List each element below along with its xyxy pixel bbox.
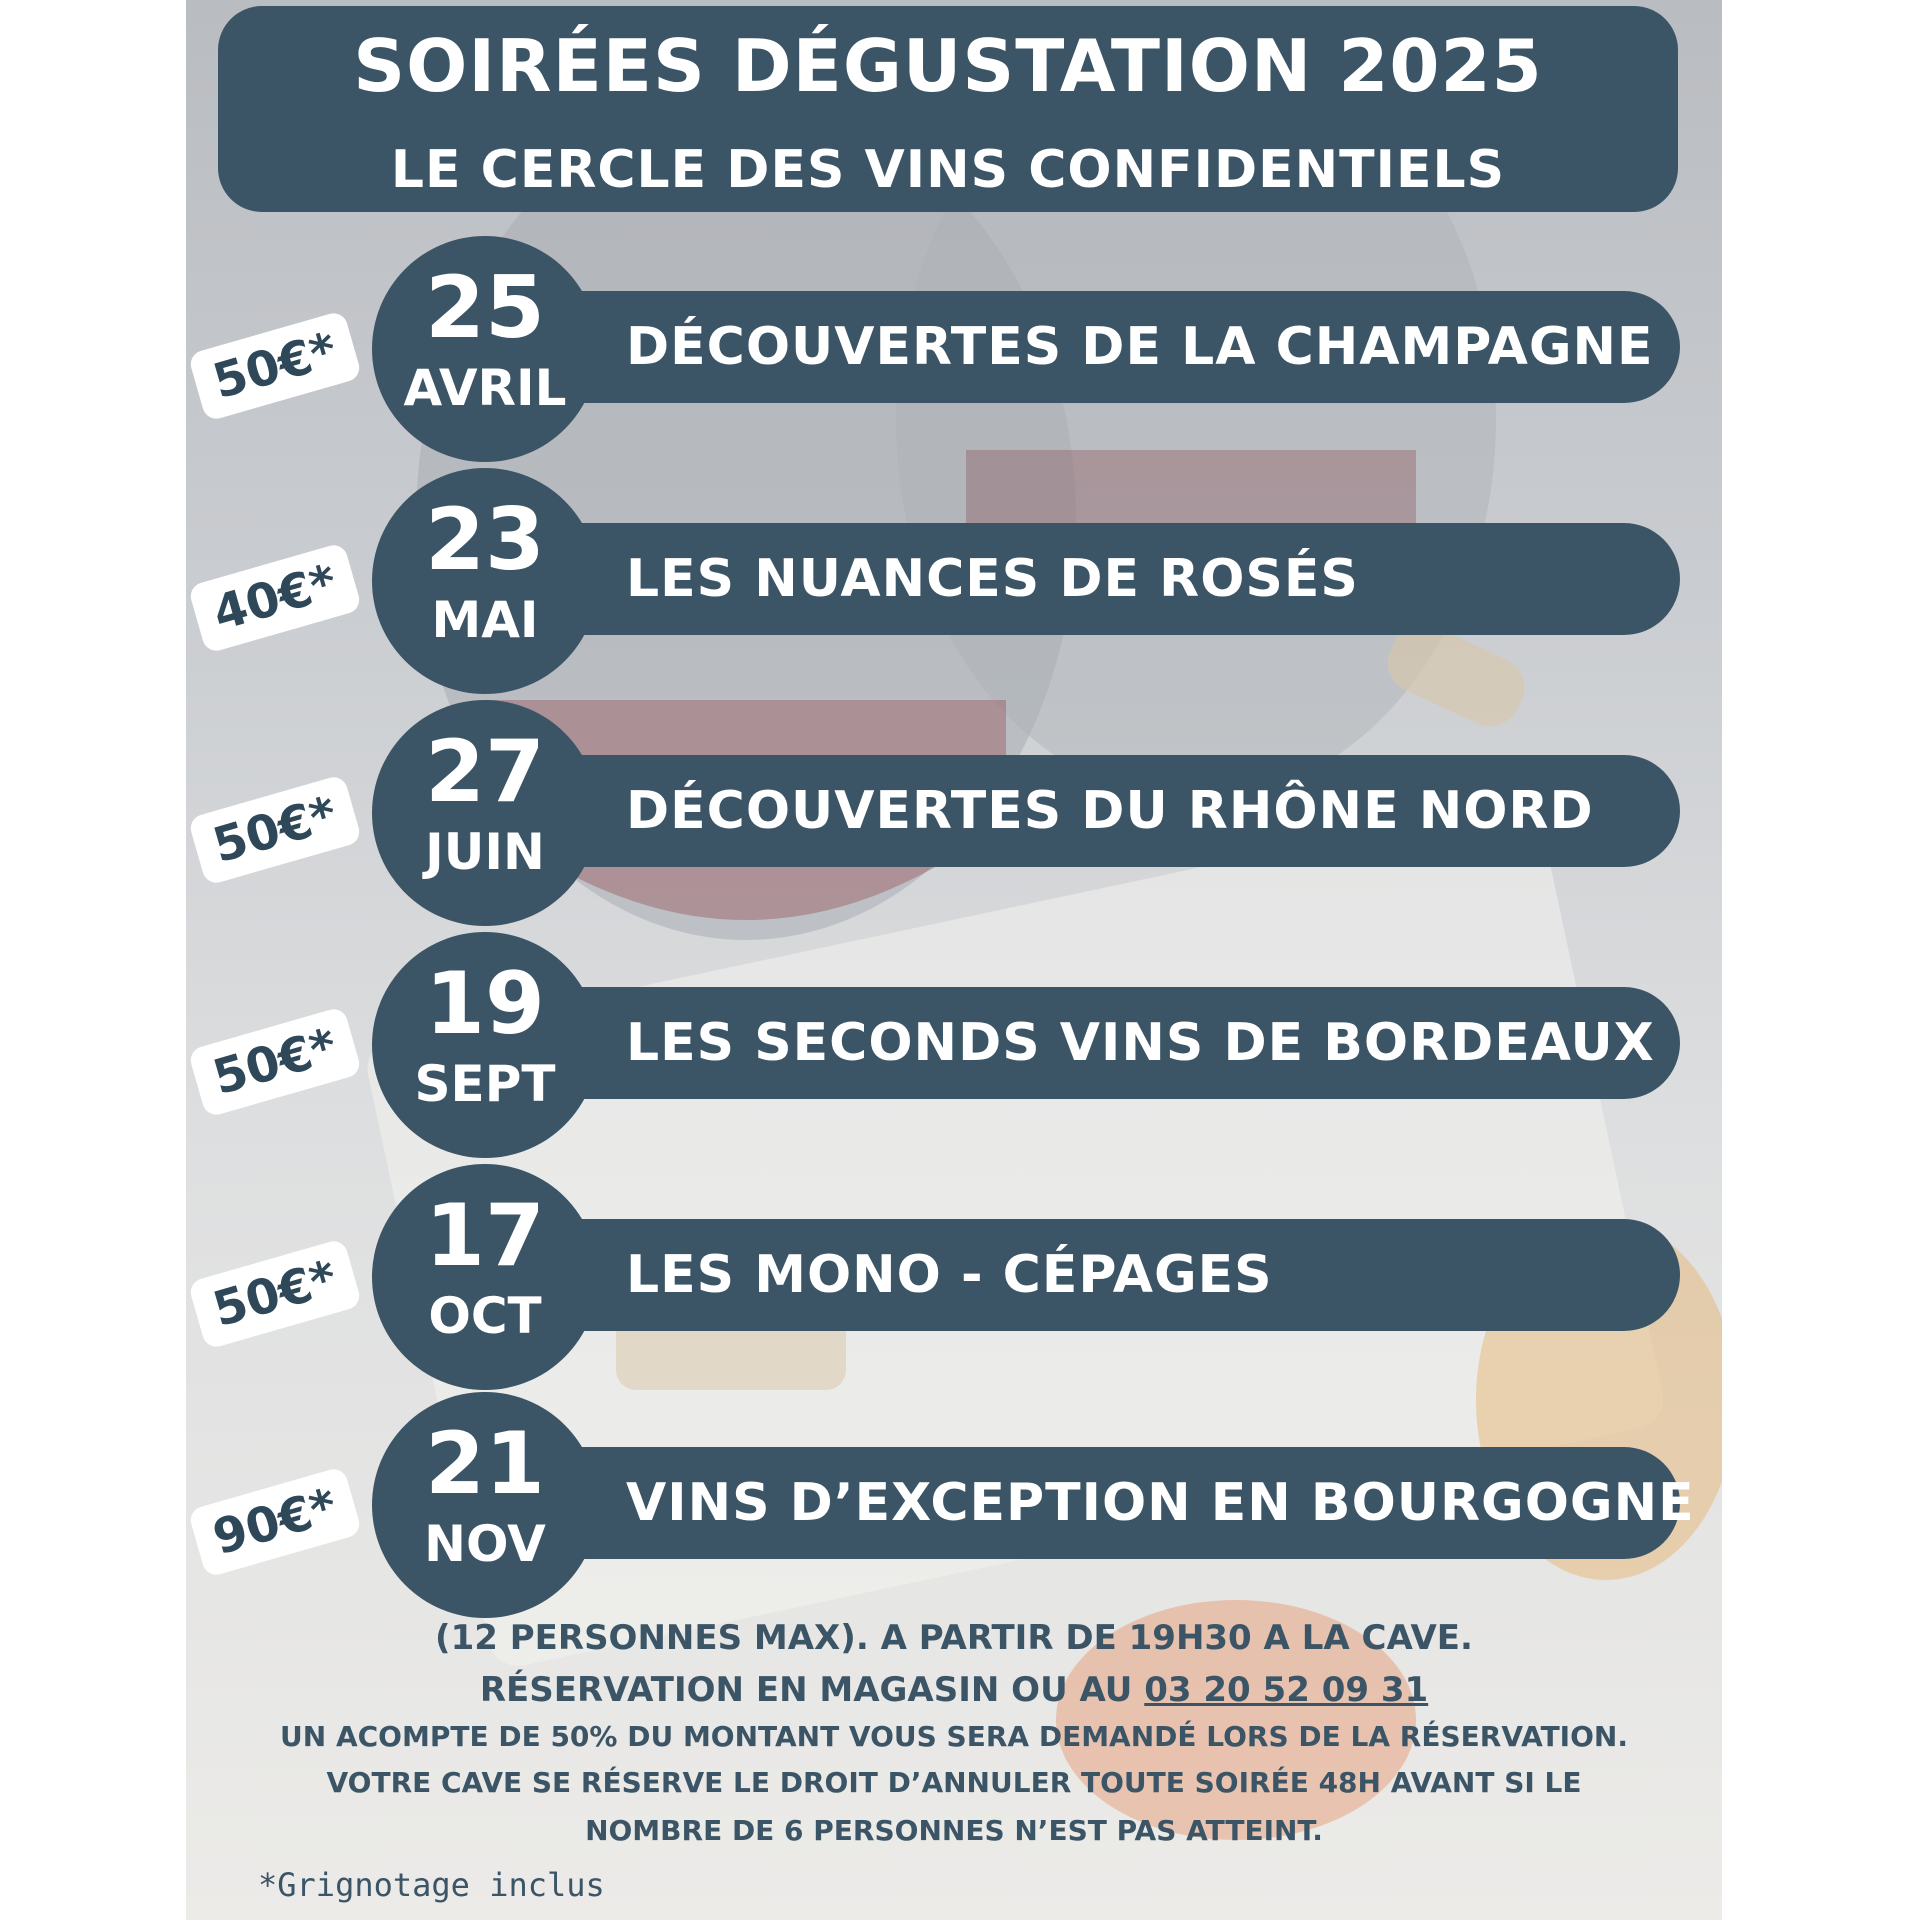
event-day: 27 (425, 722, 545, 822)
event-date-badge (372, 236, 598, 462)
poster (186, 0, 1722, 1920)
event-day: 17 (425, 1186, 545, 1286)
event-month: SEPT (414, 1055, 556, 1113)
event-month: OCT (428, 1287, 542, 1345)
event-name: VINS D’EXCEPTION EN BOURGOGNE (626, 1473, 1695, 1533)
page-subtitle: LE CERCLE DES VINS CONFIDENTIELS (390, 140, 1506, 200)
reservation-info (186, 1670, 1722, 1710)
event-name: DÉCOUVERTES DE LA CHAMPAGNE (626, 317, 1654, 377)
event-date-badge (372, 468, 598, 694)
event-name: LES NUANCES DE ROSÉS (626, 549, 1359, 609)
price-tag: 90€* (187, 1466, 362, 1578)
price-tag: 50€* (187, 774, 362, 886)
capacity-info: (12 PERSONNES MAX). A PARTIR DE 19H30 A LA CAVE. (435, 1618, 1473, 1658)
event-day: 25 (425, 258, 545, 358)
event-date-badge (372, 700, 598, 926)
event-month: JUIN (425, 823, 545, 881)
event-day: 21 (425, 1414, 545, 1514)
event-row (186, 1392, 1722, 1622)
event-day: 19 (425, 954, 545, 1054)
cancellation-info-line1: VOTRE CAVE SE RÉSERVE LE DROIT D’ANNULER TOUTE SOIRÉE 48H AVANT SI LE (326, 1766, 1582, 1799)
event-date-badge (372, 1164, 598, 1390)
event-name: DÉCOUVERTES DU RHÔNE NORD (626, 781, 1594, 841)
phone-link[interactable]: 03 20 52 09 31 (1144, 1670, 1429, 1710)
event-row (186, 932, 1722, 1162)
event-day: 23 (425, 490, 545, 590)
event-date-badge (372, 1392, 598, 1618)
cancellation-info-line2: NOMBRE DE 6 PERSONNES N’EST PAS ATTEINT. (585, 1814, 1323, 1847)
event-row (186, 700, 1722, 930)
event-month: NOV (424, 1515, 546, 1573)
event-name: LES MONO - CÉPAGES (626, 1245, 1273, 1305)
price-tag: 50€* (187, 310, 362, 422)
page-title: SOIRÉES DÉGUSTATION 2025 (353, 24, 1543, 108)
event-month: MAI (431, 591, 539, 649)
snack-note: *Grignotage inclus (258, 1866, 605, 1904)
price-tag: 40€* (187, 542, 362, 654)
header-banner (218, 6, 1678, 212)
deposit-info: UN ACOMPTE DE 50% DU MONTANT VOUS SERA DEMANDÉ LORS DE LA RÉSERVATION. (280, 1720, 1628, 1753)
event-name: LES SECONDS VINS DE BORDEAUX (626, 1013, 1655, 1073)
reservation-text: RÉSERVATION EN MAGASIN OU AU (479, 1670, 1145, 1710)
event-row (186, 468, 1722, 698)
event-row (186, 1164, 1722, 1394)
event-date-badge (372, 932, 598, 1158)
price-tag: 50€* (187, 1238, 362, 1350)
event-month: AVRIL (403, 359, 567, 417)
price-tag: 50€* (187, 1006, 362, 1118)
event-row (186, 236, 1722, 466)
